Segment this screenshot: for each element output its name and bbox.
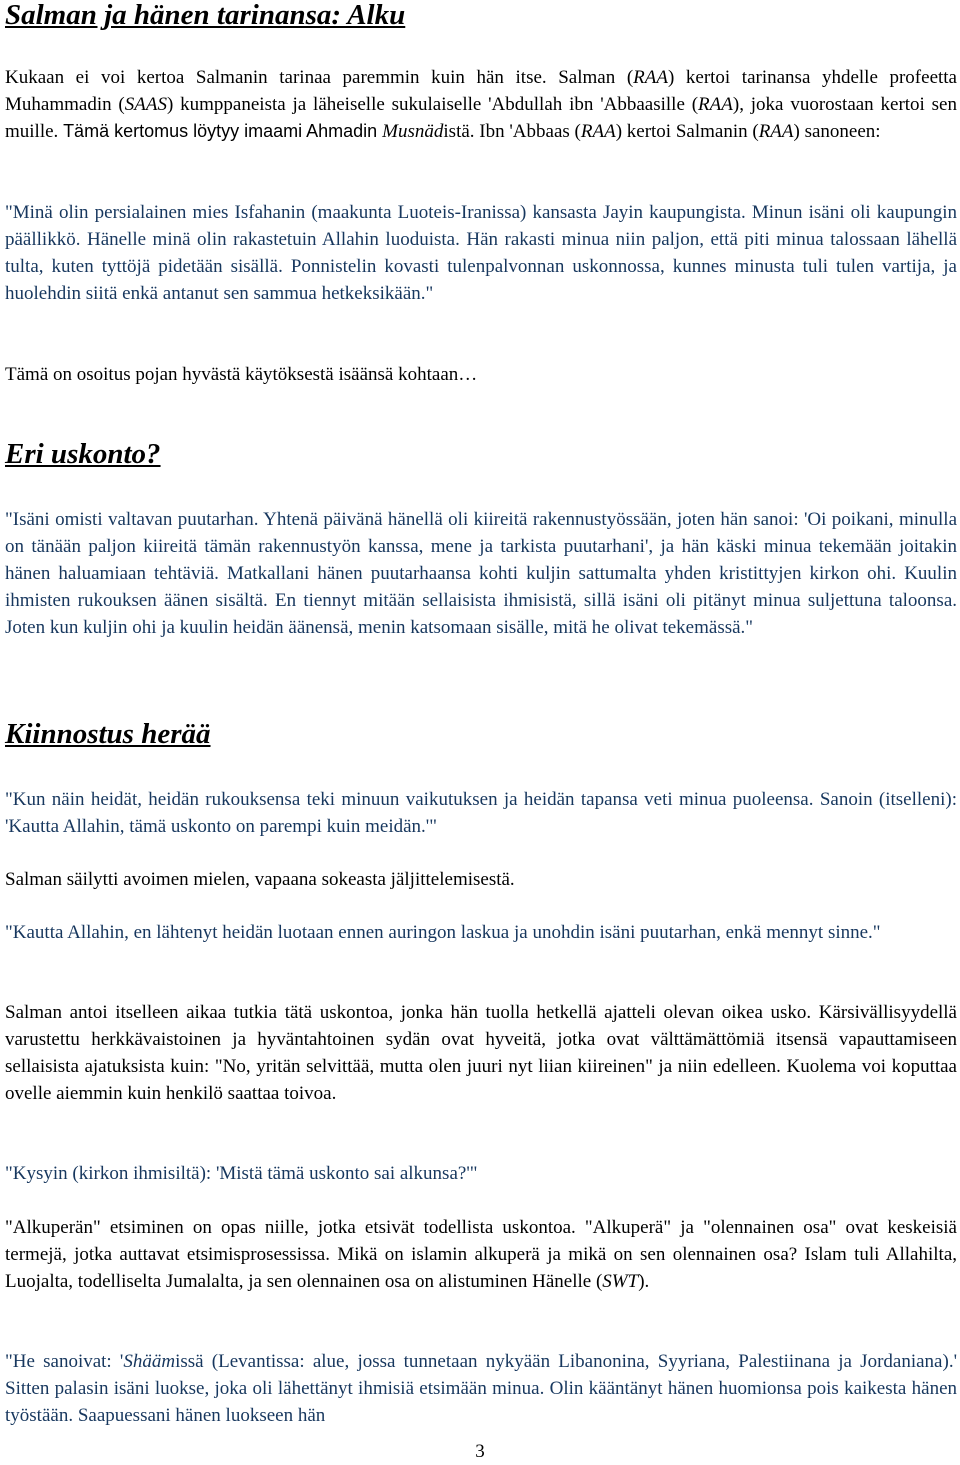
quote-paragraph-6: "He sanoivat: 'Shäämissä (Levantissa: alue, jossa tunnetaan nykyään Libanonina, Syyriana, Palestiinana ja Jordaniana).' Sitten palasin isäni luokse, joka oli lähettänyt ihmisiä etsimään minua. Olin kääntänyt hänen huomionsa pois kaikesta hänen työstään. Saapuessani hänen luokseen hän — [5, 1351, 957, 1426]
quote-paragraph-1: "Minä olin persialainen mies Isfahanin (maakunta Luoteis-Iranissa) kansasta Jayin kaupungista. Minun isäni oli kaupungin päällikkö. Hänelle minä olin rakastetuin Allahin luoduista. Hän rakasti minua niin paljon, että piti minua talossaan lähellä tulta, kuten tyttöjä pidetään sisällä. Ponnistelin kovasti tulenpalvonnan uskonnossa, kunnes minusta tuli tulen vartija, ja huolehdin siitä enkä antanut sen sammua hetkeksikään." — [5, 202, 958, 304]
quote-paragraph-2: "Isäni omisti valtavan puutarhan. Yhtenä päivänä hänellä oli kiireitä rakennustyössään, joten hän sanoi: 'Oi poikani, minulla on tänään paljon kiireitä tämän rakennustyön kanssa, mene ja tarkista puutarhani', ja hän käski minua tekemään joitakin hänen haluamiaan tehtäviä. Matkallani hänen puutarhaansa kohti kuljin sattumalta yhden kristittyjen kirkon ohi. Kuulin ihmisten rukouksen äänen sisältä. En tiennyt mitään sellaisista ihmisistä, sillä isäni oli pitänyt minua suljettuna taloonsa. Joten kun kuljin ohi ja kuulin heidän äänensä, menin katsomaan sisälle, mitä he olivat tekemässä." — [5, 509, 957, 638]
section-heading-different-religion: Eri uskonto? — [5, 438, 161, 470]
intro-paragraph: Kukaan ei voi kertoa Salmanin tarinaa paremmin kuin hän itse. Salman (RAA) kertoi tarinansa yhdelle profeetta Muhammadin (SAAS) kumppaneista ja läheiselle sukulaiselle 'Abdullah ibn 'Abbaasille (RAA), joka vuorostaan kertoi sen muille. Tämä kertomus löytyy imaami Ahmadin Musnädistä. Ibn 'Abbaas (RAA) kertoi Salmanin (RAA) sanoneen: — [5, 67, 957, 142]
section-heading-interest-awakens: Kiinnostus herää — [5, 718, 211, 750]
quote-paragraph-5: "Kysyin (kirkon ihmisiltä): 'Mistä tämä uskonto sai alkunsa?'" — [5, 1163, 478, 1184]
quote-paragraph-3: "Kun näin heidät, heidän rukouksensa teki minuun vaikutuksen ja heidän tapansa veti minua puoleensa. Sanoin (itselleni): 'Kautta Allahin, tämä uskonto on parempi kuin meidän.'" — [5, 789, 957, 837]
comment-paragraph-3: Salman antoi itselleen aikaa tutkia tätä uskontoa, jonka hän tuolla hetkellä ajatteli olevan oikea usko. Kärsivällisyydellä varustettu herkkävaistoinen ja hyväntahtoinen sydän ovat hyveitä, jotka ovat välttämättömiä itsensä vapauttamiseen sellaisista ajatuksista kuin: "No, yritän selvittää, mutta olen juuri nyt liian kiireinen" ja niin edelleen. Kuolema voi koputtaa ovelle aiemmin kuin henkilö saattaa toivoa. — [5, 1002, 957, 1104]
comment-paragraph-4: "Alkuperän" etsiminen on opas niille, jotka etsivät todellista uskontoa. "Alkuperä" ja "olennainen osa" ovat keskeisiä termejä, jotka auttavat etsimisprosessissa. Mikä on islamin alkuperä ja mikä on sen olennainen osa? Islam tuli Allahilta, Luojalta, todelliselta Jumalalta, ja sen olennainen osa on alistuminen Hänelle (SWT). — [5, 1217, 957, 1292]
quote-paragraph-4: "Kautta Allahin, en lähtenyt heidän luotaan ennen auringon laskua ja unohdin isäni puutarhan, enkä mennyt sinne." — [5, 922, 881, 943]
page-title: Salman ja hänen tarinansa: Alku — [5, 0, 406, 31]
comment-paragraph-2: Salman säilytti avoimen mielen, vapaana sokeasta jäljittelemisestä. — [5, 869, 515, 890]
page-number: 3 — [475, 1441, 485, 1462]
comment-paragraph-1: Tämä on osoitus pojan hyvästä käytöksestä isäänsä kohtaan… — [5, 364, 478, 385]
